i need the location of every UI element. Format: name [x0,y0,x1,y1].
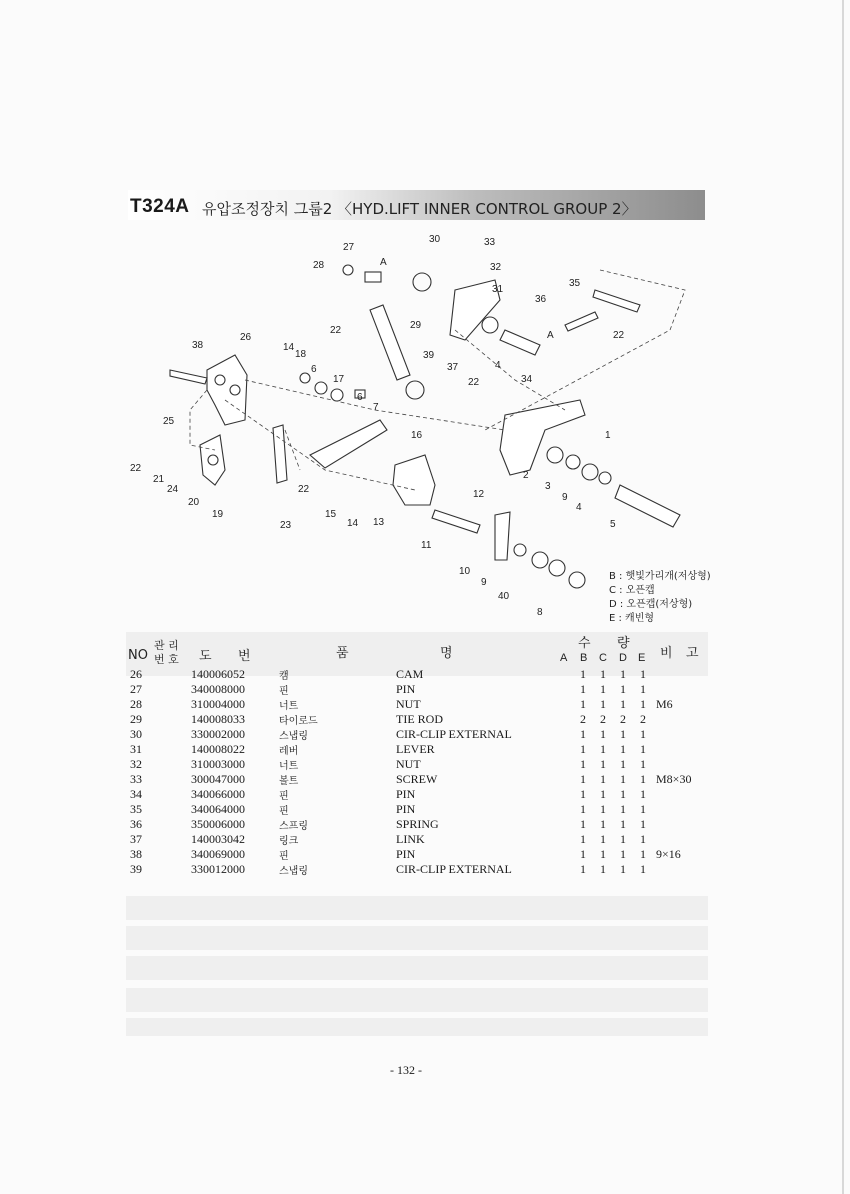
header-col-b: B [580,652,588,664]
cell-no: 37 [130,832,142,846]
cell-qty-d: 1 [620,862,626,876]
cell-qty-b: 1 [580,697,586,711]
cell-qty-b: 1 [580,787,586,801]
svg-text:39: 39 [423,350,435,361]
cell-qty-e: 1 [640,682,646,696]
cell-qty-e: 1 [640,862,646,876]
cell-drawing: 140006052 [191,667,245,681]
svg-text:21: 21 [153,474,165,485]
cell-note: M8×30 [656,772,692,786]
cell-no: 32 [130,757,142,771]
svg-text:28: 28 [313,260,325,271]
cell-drawing: 310003000 [191,757,245,771]
cell-no: 29 [130,712,142,726]
header-note-2: 고 [686,646,699,661]
svg-text:14: 14 [283,342,295,353]
svg-text:37: 37 [447,362,459,373]
svg-text:22: 22 [330,325,342,336]
header-mgmt-top: 관 리 [154,639,179,652]
empty-band [126,896,708,920]
svg-text:34: 34 [521,374,533,385]
table-row [0,772,850,787]
svg-text:19: 19 [212,509,224,520]
cell-name-kor: 링크 [279,836,299,847]
cell-no: 38 [130,847,142,861]
cell-qty-b: 1 [580,682,586,696]
cell-drawing: 310004000 [191,697,245,711]
cell-drawing: 330012000 [191,862,245,876]
cell-qty-c: 1 [600,757,606,771]
empty-band [126,956,708,980]
cell-name-kor: 스프링 [279,821,308,832]
legend-c: C : 오픈캡 [609,585,655,596]
svg-text:13: 13 [373,517,385,528]
empty-band [126,988,708,1012]
cell-qty-c: 1 [600,697,606,711]
svg-text:32: 32 [490,262,502,273]
part-tie-rod-29 [370,305,410,380]
cell-qty-b: 1 [580,802,586,816]
svg-text:4: 4 [576,502,582,513]
table-row [0,862,850,877]
cell-qty-c: 1 [600,862,606,876]
svg-text:2: 2 [523,470,529,481]
header-drawing-2: 번 [238,649,251,664]
cell-qty-b: 1 [580,727,586,741]
cell-qty-b: 1 [580,772,586,786]
cell-qty-b: 1 [580,667,586,681]
part-cam-13 [393,455,435,505]
cell-qty-e: 1 [640,832,646,846]
part-pin-34 [500,330,540,355]
cell-qty-c: 1 [600,847,606,861]
cell-qty-d: 1 [620,667,626,681]
svg-text:38: 38 [192,340,204,351]
cell-name-eng: NUT [396,757,421,771]
cell-note: M6 [656,697,673,711]
cell-qty-c: 1 [600,832,606,846]
legend [609,570,711,626]
svg-text:14: 14 [347,518,359,529]
cell-name-eng: SCREW [396,772,438,786]
cell-name-eng: PIN [396,802,416,816]
svg-text:3: 3 [545,481,551,492]
table-row [0,847,850,862]
cell-note: 9×16 [656,847,681,861]
cell-qty-c: 1 [600,727,606,741]
cell-qty-d: 1 [620,757,626,771]
table-row [0,802,850,817]
svg-text:25: 25 [163,416,175,427]
header-drawing-1: 도 [199,649,212,664]
svg-text:35: 35 [569,278,581,289]
cell-qty-e: 1 [640,757,646,771]
table-row [0,832,850,847]
svg-text:33: 33 [484,237,496,248]
cell-qty-e: 1 [640,697,646,711]
cell-name-eng: LINK [396,832,425,846]
cell-qty-e: 1 [640,667,646,681]
cell-name-eng: NUT [396,697,421,711]
header-mgmt-bottom: 번 호 [154,653,179,666]
cell-qty-c: 1 [600,667,606,681]
cell-name-eng: PIN [396,682,416,696]
header-qty-2: 량 [617,636,630,651]
svg-text:9: 9 [481,577,487,588]
svg-text:15: 15 [325,509,337,520]
cell-qty-e: 1 [640,772,646,786]
header-col-a: A [560,652,568,664]
svg-text:5: 5 [610,519,616,530]
legend-b: B : 햇빛가리개(저상형) [609,571,711,582]
header-col-e: E [638,652,646,664]
cell-qty-b: 2 [580,712,586,726]
cell-no: 27 [130,682,142,696]
table-row [0,682,850,697]
cell-name-kor: 핀 [279,686,289,697]
section-code: T324A [130,196,190,217]
cell-drawing: 330002000 [191,727,245,741]
part-screw-5 [615,485,680,527]
cell-qty-d: 2 [620,712,626,726]
svg-text:40: 40 [498,591,510,602]
header-name-1: 품 [336,646,349,661]
svg-text:22: 22 [130,463,142,474]
cell-qty-d: 1 [620,832,626,846]
cell-no: 30 [130,727,142,741]
cell-no: 31 [130,742,142,756]
cell-qty-d: 1 [620,727,626,741]
svg-text:22: 22 [298,484,310,495]
svg-text:17: 17 [333,374,345,385]
cell-drawing: 340064000 [191,802,245,816]
cell-name-kor: 캠 [279,671,289,682]
svg-text:10: 10 [459,566,471,577]
cell-qty-d: 1 [620,772,626,786]
section-title: 유압조정장치 그룹2 〈HYD.LIFT INNER CONTROL GROUP 2〉 [202,200,637,218]
cell-drawing: 340069000 [191,847,245,861]
cell-qty-b: 1 [580,817,586,831]
svg-text:6: 6 [311,364,317,375]
cell-no: 33 [130,772,142,786]
table-row [0,757,850,772]
svg-text:6: 6 [357,392,363,403]
svg-text:7: 7 [373,402,379,413]
cell-qty-c: 1 [600,802,606,816]
cell-name-eng: CAM [396,667,424,681]
cell-qty-d: 1 [620,697,626,711]
svg-text:23: 23 [280,520,292,531]
svg-text:9: 9 [562,492,568,503]
cell-qty-d: 1 [620,817,626,831]
cell-name-kor: 너트 [279,701,299,712]
svg-text:22: 22 [613,330,625,341]
part-pin-11 [432,510,480,533]
header-name-2: 명 [440,646,453,661]
exploded-parts-diagram [125,230,705,625]
svg-text:A: A [547,330,554,341]
cell-qty-b: 1 [580,847,586,861]
cell-qty-c: 1 [600,742,606,756]
part-bracket-26 [207,355,247,425]
cell-qty-b: 1 [580,742,586,756]
cell-drawing: 350006000 [191,817,245,831]
cell-name-kor: 너트 [279,761,299,772]
part-pin-38 [170,370,207,384]
cell-name-kor: 타이로드 [279,716,318,727]
cell-qty-e: 1 [640,727,646,741]
page-edge [842,0,844,1194]
cell-qty-e: 1 [640,802,646,816]
cell-qty-c: 1 [600,772,606,786]
cell-name-eng: CIR-CLIP EXTERNAL [396,727,512,741]
legend-d: D : 오픈캡(저상형) [609,599,693,610]
part-lever-16 [310,420,387,468]
legend-e: E : 캐빈형 [609,613,655,624]
cell-no: 34 [130,787,142,801]
table-row [0,742,850,757]
svg-text:18: 18 [295,349,307,360]
table-row [0,787,850,802]
svg-text:1: 1 [605,430,611,441]
svg-text:4: 4 [495,360,501,371]
cell-qty-e: 1 [640,787,646,801]
cell-qty-e: 1 [640,742,646,756]
cell-qty-c: 1 [600,817,606,831]
cell-name-kor: 핀 [279,851,289,862]
cell-name-eng: PIN [396,787,416,801]
cell-name-kor: 핀 [279,806,289,817]
part-spring-36 [565,312,598,331]
cell-name-kor: 볼트 [279,776,299,787]
cell-drawing: 140003042 [191,832,245,846]
svg-text:12: 12 [473,489,485,500]
cell-drawing: 140008022 [191,742,245,756]
svg-text:30: 30 [429,234,441,245]
table-row [0,697,850,712]
cell-no: 26 [130,667,142,681]
cell-name-kor: 스냅링 [279,866,308,877]
cell-qty-c: 2 [600,712,606,726]
svg-text:A: A [380,257,387,268]
part-link-10 [495,512,510,560]
cell-no: 39 [130,862,142,876]
page-number: - 132 - [390,1063,422,1077]
cell-qty-d: 1 [620,847,626,861]
cell-qty-d: 1 [620,682,626,696]
cell-name-kor: 스냅링 [279,731,308,742]
empty-band [126,1018,708,1036]
cell-name-eng: CIR-CLIP EXTERNAL [396,862,512,876]
svg-text:8: 8 [537,607,543,618]
cell-no: 28 [130,697,142,711]
cell-no: 36 [130,817,142,831]
cell-name-eng: LEVER [396,742,435,756]
table-row [0,712,850,727]
part-pin-35 [593,290,640,312]
part-link-23 [273,425,287,483]
svg-text:20: 20 [188,497,200,508]
cell-name-eng: PIN [396,847,416,861]
svg-text:16: 16 [411,430,423,441]
svg-text:29: 29 [410,320,422,331]
cell-name-kor: 레버 [279,746,299,757]
cell-qty-e: 2 [640,712,646,726]
cell-name-eng: SPRING [396,817,439,831]
cell-qty-e: 1 [640,817,646,831]
svg-text:26: 26 [240,332,252,343]
cell-no: 35 [130,802,142,816]
svg-text:27: 27 [343,242,355,253]
cell-name-eng: TIE ROD [396,712,443,726]
cell-qty-c: 1 [600,682,606,696]
cell-qty-b: 1 [580,862,586,876]
svg-text:11: 11 [421,540,432,551]
header-no: NO [128,648,148,663]
cell-drawing: 340008000 [191,682,245,696]
cell-qty-e: 1 [640,847,646,861]
header-col-c: C [599,652,607,664]
header-qty-1: 수 [578,636,591,651]
table-row [0,667,850,682]
cell-qty-d: 1 [620,742,626,756]
cell-qty-c: 1 [600,787,606,801]
cell-name-kor: 핀 [279,791,289,802]
cell-qty-d: 1 [620,787,626,801]
header-col-d: D [619,652,627,664]
header-note-1: 비 [660,646,673,661]
cell-drawing: 340066000 [191,787,245,801]
cell-qty-b: 1 [580,832,586,846]
table-row [0,817,850,832]
svg-text:22: 22 [468,377,480,388]
table-row [0,727,850,742]
svg-text:31: 31 [492,284,504,295]
cell-qty-b: 1 [580,757,586,771]
empty-band [126,926,708,950]
cell-qty-d: 1 [620,802,626,816]
cell-drawing: 140008033 [191,712,245,726]
svg-text:36: 36 [535,294,547,305]
svg-text:24: 24 [167,484,179,495]
cell-drawing: 300047000 [191,772,245,786]
